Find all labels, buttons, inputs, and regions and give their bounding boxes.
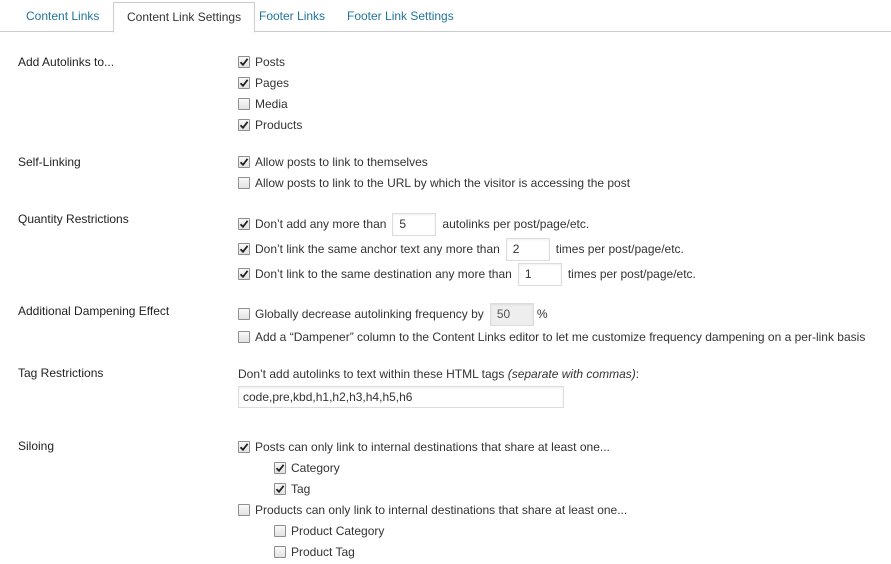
dampening-global-checkbox[interactable] [238,308,250,320]
autolinks-pages-checkbox[interactable] [238,77,250,89]
quantity-anchor-text-label: Don’t link the same anchor text any more than [255,242,500,256]
siloing-products-label: Products can only link to internal destinations that share at least one... [255,503,628,517]
siloing-product-category-label: Product Category [291,524,385,538]
quantity-anchor-text-checkbox[interactable] [238,243,250,255]
quantity-anchor-text-input[interactable]: 2 [506,238,550,261]
quantity-max-autolinks-suffix: autolinks per post/page/etc. [442,217,590,231]
tags-section-label: Tag Restrictions [18,366,104,380]
siloing-posts-category-label: Category [291,461,340,475]
self-linking-allow-checkbox[interactable] [238,156,250,168]
quantity-anchor-text-row [238,240,684,258]
siloing-product-tag-row [274,543,355,561]
autolinks-media-row [238,95,288,113]
siloing-product-tag-label: Product Tag [291,545,355,559]
tab-footer-link-settings[interactable]: Footer Link Settings [347,9,454,23]
quantity-max-autolinks-label: Don’t add any more than [255,217,387,231]
autolinks-section-label: Add Autolinks to... [18,55,115,69]
autolinks-pages-row [238,74,289,92]
autolinks-products-row [238,116,302,134]
siloing-products-checkbox[interactable] [238,504,250,516]
quantity-destination-checkbox[interactable] [238,268,250,280]
siloing-section-label: Siloing [18,439,55,453]
siloing-posts-tag-checkbox[interactable] [274,483,286,495]
quantity-destination-suffix: times per post/page/etc. [567,267,696,281]
tags-instruction-colon: : [635,367,640,381]
siloing-posts-row [238,438,610,456]
autolinks-products-label: Products [255,118,303,132]
dampening-percent-sign: % [536,307,548,321]
self-linking-url-row [238,174,630,192]
siloing-posts-label: Posts can only link to internal destinations that share at least one... [255,440,610,454]
siloing-posts-checkbox[interactable] [238,441,250,453]
autolinks-media-label: Media [255,97,288,111]
siloing-posts-category-row [274,459,340,477]
autolinks-pages-label: Pages [255,76,290,90]
tab-content-links[interactable]: Content Links [26,9,100,23]
quantity-anchor-text-suffix: times per post/page/etc. [555,242,684,256]
autolinks-posts-label: Posts [255,55,286,69]
siloing-posts-tag-label: Tag [291,482,311,496]
quantity-section-label: Quantity Restrictions [18,212,129,226]
quantity-max-autolinks-checkbox[interactable] [238,218,250,230]
dampening-global-row [238,305,547,323]
siloing-posts-category-checkbox[interactable] [274,462,286,474]
tags-input[interactable]: code,pre,kbd,h1,h2,h3,h4,h5,h6 [238,386,564,408]
siloing-product-category-checkbox[interactable] [274,525,286,537]
dampening-column-row [238,328,865,346]
siloing-products-row [238,501,627,519]
siloing-posts-tag-row [274,480,310,498]
self-linking-url-label: Allow posts to link to the URL by which the visitor is accessing the post [255,176,631,190]
dampening-global-input[interactable]: 50 [490,303,534,326]
dampening-section-label: Additional Dampening Effect [18,304,170,318]
tab-content-link-settings[interactable]: Content Link Settings [113,2,255,33]
siloing-product-tag-checkbox[interactable] [274,546,286,558]
dampening-column-label: Add a “Dampener” column to the Content Links editor to let me customize frequency dampening on a per-link basis [255,330,866,344]
quantity-destination-input[interactable]: 1 [518,263,562,286]
self-linking-section-label: Self-Linking [18,155,81,169]
self-linking-url-checkbox[interactable] [238,177,250,189]
siloing-product-category-row [274,522,384,540]
tags-instruction [238,367,639,381]
quantity-max-autolinks-row [238,215,589,233]
dampening-global-label: Globally decrease autolinking frequency by [255,307,484,321]
quantity-max-autolinks-input[interactable]: 5 [392,213,436,236]
quantity-destination-row [238,265,696,283]
self-linking-allow-row [238,153,428,171]
tags-instruction-text: Don’t add autolinks to text within these HTML tags [238,367,505,381]
self-linking-allow-label: Allow posts to link to themselves [255,155,428,169]
autolinks-posts-checkbox[interactable] [238,56,250,68]
dampening-column-checkbox[interactable] [238,331,250,343]
autolinks-posts-row [238,53,285,71]
settings-tabs [0,0,891,32]
tags-instruction-hint: (separate with commas) [507,367,636,381]
autolinks-media-checkbox[interactable] [238,98,250,110]
autolinks-products-checkbox[interactable] [238,119,250,131]
quantity-destination-label: Don’t link to the same destination any more than [255,267,512,281]
tab-footer-links[interactable]: Footer Links [259,9,326,23]
